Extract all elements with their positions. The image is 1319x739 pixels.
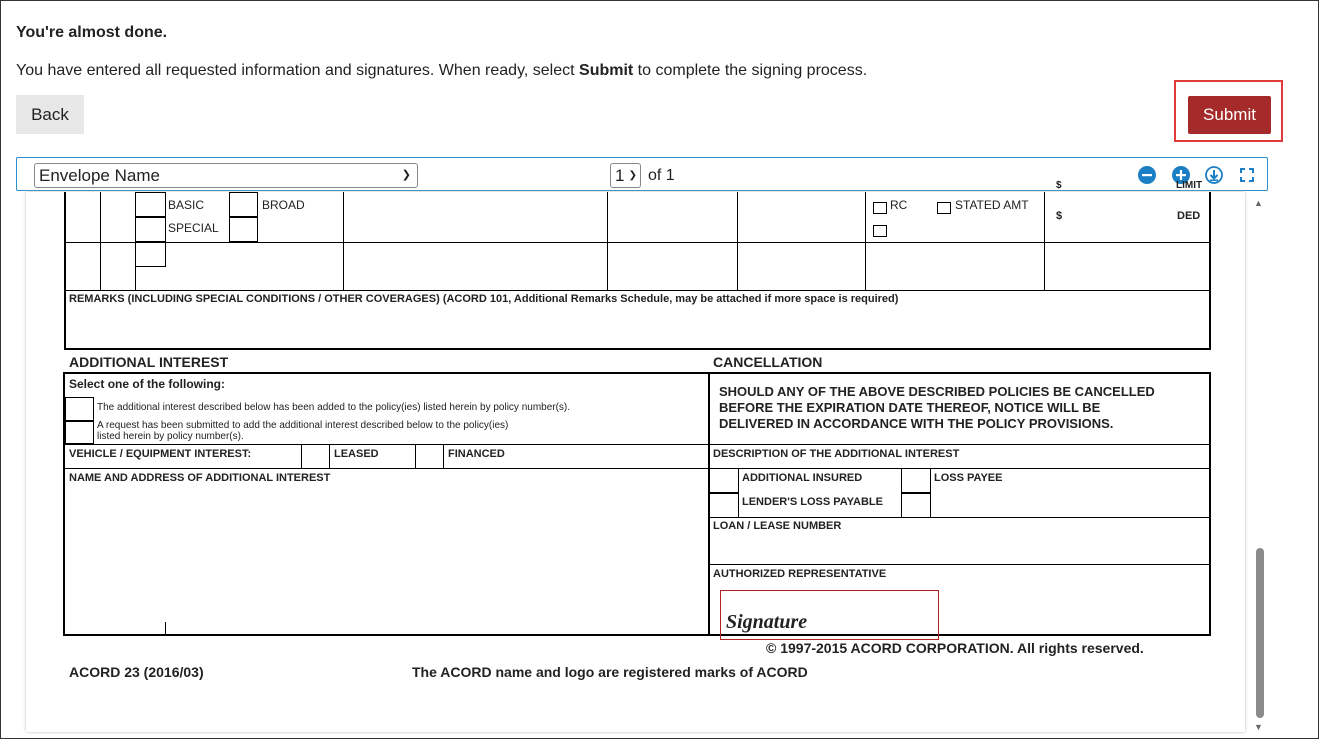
- fullscreen-icon[interactable]: [1238, 166, 1256, 184]
- page-title: You're almost done.: [16, 24, 168, 41]
- message-bold-text: Submit: [579, 62, 634, 79]
- broad-label: BROAD: [262, 198, 305, 212]
- financed-label: FINANCED: [448, 448, 505, 460]
- back-button[interactable]: Back: [16, 95, 84, 134]
- cancellation-title: CANCELLATION: [713, 354, 823, 370]
- option2-text: A request has been submitted to add the additional interest described below to the policy(ies): [97, 420, 509, 431]
- loss-payee-label: LOSS PAYEE: [934, 472, 1003, 484]
- limit-label: LIMIT: [1176, 180, 1203, 191]
- submit-highlight: [1174, 80, 1283, 142]
- authorized-rep-label: AUTHORIZED REPRESENTATIVE: [713, 568, 887, 580]
- document-page: [26, 180, 1245, 732]
- leased-label: LEASED: [334, 448, 379, 460]
- option1-text: The additional interest described below has been added to the policy(ies) listed herein by policy number(s).: [97, 402, 571, 413]
- cancellation-line2: BEFORE THE EXPIRATION DATE THEREOF, NOTICE WILL BE: [719, 400, 1101, 415]
- option2-text-cont: listed herein by policy number(s).: [97, 431, 244, 442]
- download-icon[interactable]: [1205, 166, 1223, 184]
- additional-interest-title: ADDITIONAL INTEREST: [69, 354, 229, 370]
- cancellation-line1: SHOULD ANY OF THE ABOVE DESCRIBED POLICIES BE CANCELLED: [719, 384, 1155, 399]
- submit-button[interactable]: Submit: [1188, 96, 1271, 134]
- instruction-message: [16, 62, 867, 80]
- vehicle-label: VEHICLE / EQUIPMENT INTEREST:: [69, 448, 252, 460]
- document-scrollbar[interactable]: [1252, 196, 1266, 732]
- remarks-label: REMARKS (INCLUDING SPECIAL CONDITIONS / OTHER COVERAGES) (ACORD 101, Additional Remarks Schedule, may be attached if more space is required): [69, 293, 899, 305]
- signature: Signature: [726, 611, 808, 633]
- scroll-up-icon[interactable]: ▲: [1254, 198, 1263, 208]
- dollar-sign: $: [1056, 210, 1063, 222]
- envelope-select-value: Envelope Name: [39, 166, 160, 185]
- cancellation-line3: DELIVERED IN ACCORDANCE WITH THE POLICY PROVISIONS.: [719, 416, 1114, 431]
- additional-insured-label: ADDITIONAL INSURED: [742, 472, 863, 484]
- special-label: SPECIAL: [168, 221, 219, 235]
- rc-label: RC: [890, 198, 908, 212]
- document-toolbar: [16, 157, 1268, 191]
- stated-amt-label: STATED AMT: [955, 198, 1029, 212]
- ded-label: DED: [1177, 210, 1201, 222]
- lenders-loss-label: LENDER'S LOSS PAYABLE: [742, 496, 883, 508]
- basic-label: BASIC: [168, 198, 205, 212]
- chevron-down-icon: ❯: [401, 169, 411, 181]
- trademark-text: The ACORD name and logo are registered marks of ACORD: [412, 664, 808, 680]
- message-text: You have entered all requested information and signatures. When ready, select: [16, 62, 580, 79]
- message-text-end: to complete the signing process.: [633, 62, 868, 79]
- zoom-out-icon[interactable]: [1138, 166, 1156, 184]
- loan-lease-label: LOAN / LEASE NUMBER: [713, 520, 842, 532]
- scroll-thumb[interactable]: [1256, 548, 1264, 718]
- scroll-down-icon[interactable]: ▼: [1254, 722, 1263, 732]
- copyright-text: © 1997-2015 ACORD CORPORATION. All rights reserved.: [766, 640, 1144, 656]
- form-id: ACORD 23 (2016/03): [69, 664, 204, 680]
- signature-field[interactable]: [720, 590, 939, 640]
- page-select[interactable]: [610, 163, 641, 188]
- page-total: of 1: [648, 167, 675, 184]
- dollar-sign: $: [1056, 180, 1062, 191]
- acord-form: [26, 180, 1245, 732]
- description-title: DESCRIPTION OF THE ADDITIONAL INTEREST: [713, 448, 960, 460]
- envelope-select[interactable]: [34, 163, 418, 188]
- chevron-down-icon: ❯: [628, 170, 637, 181]
- page-select-value: 1: [615, 166, 625, 185]
- select-one-label: Select one of the following:: [69, 377, 225, 391]
- name-address-label: NAME AND ADDRESS OF ADDITIONAL INTEREST: [69, 472, 331, 484]
